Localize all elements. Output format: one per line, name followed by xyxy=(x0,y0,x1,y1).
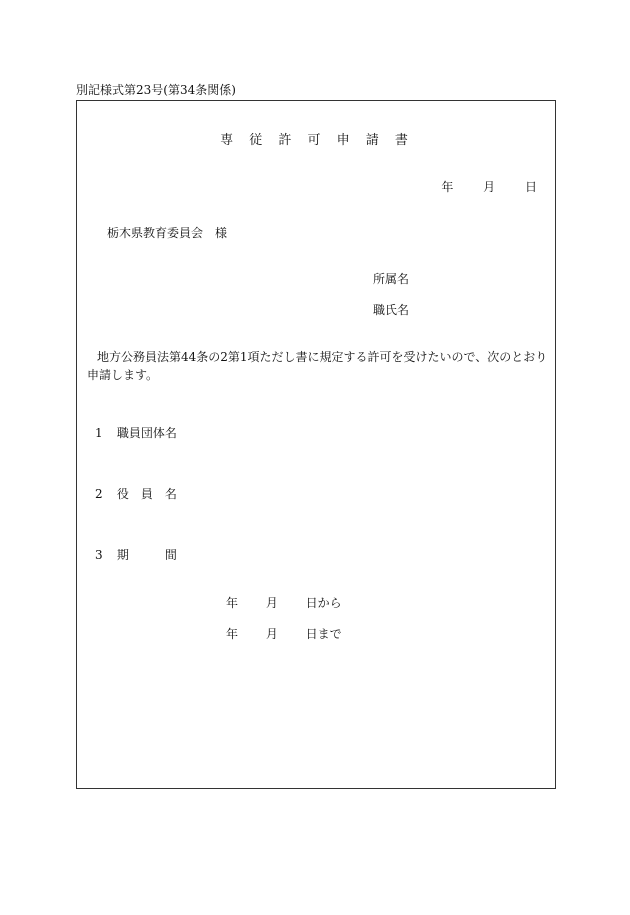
application-form-box xyxy=(76,100,556,789)
item-label: 期 間 xyxy=(116,548,177,562)
request-body-text: 地方公務員法第44条の2第1項ただし書に規定する許可を受けたいので、次のとおり申請します。 xyxy=(87,350,548,382)
document-title: 専 従 許 可 申 請 書 xyxy=(220,133,414,148)
period-to-line xyxy=(226,628,342,640)
period-from-line xyxy=(226,597,342,609)
item-number: 3 xyxy=(95,548,103,562)
period-from-month: 月 xyxy=(265,596,278,610)
item-number: 2 xyxy=(95,487,103,501)
date-month-label: 月 xyxy=(483,180,496,194)
item-organization-name xyxy=(95,427,177,439)
item-number: 1 xyxy=(95,426,103,440)
item-label: 役 員 名 xyxy=(116,487,177,501)
period-to-day: 日まで xyxy=(305,627,342,641)
date-year-label: 年 xyxy=(441,180,454,194)
date-day-label: 日 xyxy=(524,180,537,194)
period-to-month: 月 xyxy=(265,627,278,641)
form-number: 別記様式第23号(第34条関係) xyxy=(76,83,236,97)
affiliation-label: 所属名 xyxy=(373,272,410,286)
item-label: 職員団体名 xyxy=(116,426,177,440)
period-from-year: 年 xyxy=(226,596,239,610)
item-period xyxy=(95,549,177,561)
period-from-day: 日から xyxy=(305,596,342,610)
item-officer-title xyxy=(95,488,177,500)
application-date xyxy=(417,181,537,193)
period-to-year: 年 xyxy=(226,627,239,641)
position-name-label: 職氏名 xyxy=(373,303,410,317)
addressee: 栃木県教育委員会 様 xyxy=(107,226,228,240)
